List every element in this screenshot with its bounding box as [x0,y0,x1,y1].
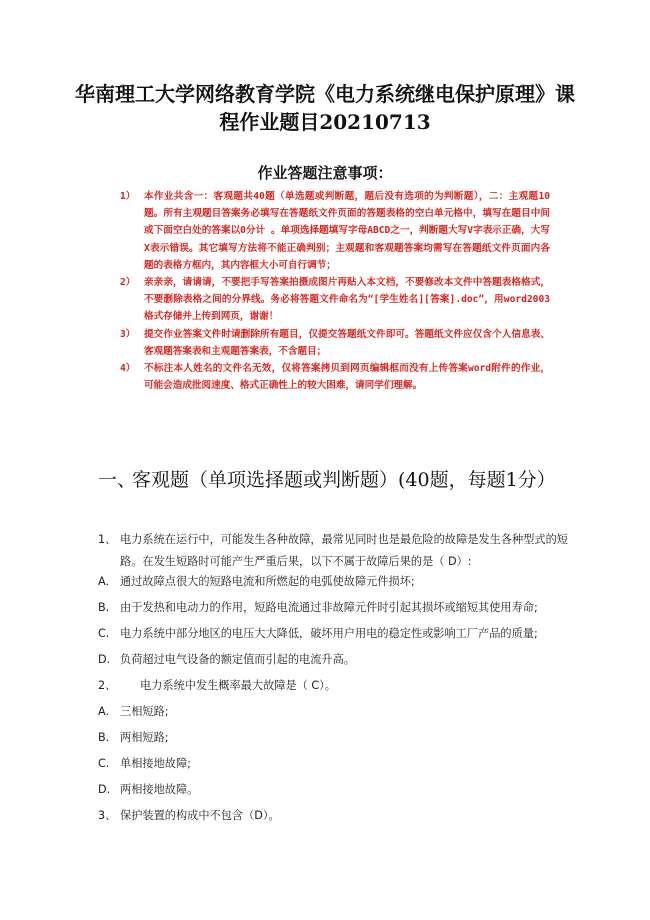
notice-item [120,274,550,326]
notice-item-text: 本作业共含一：客观题共40题（单选题或判断题，题后没有选项的为判断题），二：主观题10题。所有主观题目答案务必填写在答题纸文件页面的答题表格的空白单元格中，填写在题目中间或下面空白处的答案以0分计 。单项选择题填写字母ABCD之一，判断题大写V字表示正确，大写X表示错误。其它填写方法将不能正确判别；主观题和客观题答案均需写在答题纸文件页面内各题的表格方框内，其内容框大小可自行调节； [144,191,550,271]
notice-item [120,188,550,274]
question-number: 2、 [98,679,117,692]
notice-item-number: 1） [120,191,136,202]
option-text: 两相短路; [120,731,169,744]
question-number: 1、 [98,533,117,546]
question-text: 保护装置的构成中不包含（D）。 [120,809,280,822]
option-text: 单相接地故障; [120,757,191,770]
option-text: 负荷超过电气设备的额定值而引起的电流升高。 [120,653,355,666]
notice-item-text: 不标注本人姓名的文件名无效，仅将答案拷贝到网页编辑框而没有上传答案word附件的作业，可能会造成批阅速度、格式正确性上的较大困难，请同学们理解。 [144,363,550,392]
notice-item [120,326,550,360]
question-1 [98,529,568,575]
notice-item-number: 3） [120,328,136,340]
notice-item-text: 提交作业答案文件时请删除所有题目，仅提交答题纸文件即可。答题纸文件应仅含个人信息表、客观题答案表和主观题答案表，不含题目； [144,328,550,357]
option-label: B. [98,601,110,614]
document-title: 华南理工大学网络教育学院《电力系统继电保护原理》课程作业题目20210713 [75,82,575,134]
notice-item [120,360,550,394]
option-label: C. [98,757,110,770]
option-text: 由于发热和电动力的作用，短路电流通过非故障元件时引起其损坏或缩短其使用寿命; [120,601,538,614]
question-number: 3、 [98,809,117,822]
section-heading-objective [98,466,558,494]
option-row [98,731,568,757]
notice-item-text: 亲亲亲，请请请，不要把手写答案拍摄成图片再贴入本文档，不要修改本文件中答题表格格式，不要删除表格之间的分界线。务必将答题文件命名为“[学生姓名][答案].doc”，用word2003格式存储并上传到网页，谢谢！ [144,277,550,323]
option-row [98,783,568,809]
option-row [98,575,568,601]
option-row [98,601,568,627]
option-label: D. [98,783,111,796]
notice-item-number: 4） [120,363,136,375]
option-label: A. [98,575,110,588]
option-label: C. [98,627,110,640]
option-text: 三相短路; [120,705,169,718]
section-title: 客观题（单项选择题或判断题）(40题，每题1分） [132,469,556,491]
notice-list [120,188,550,394]
option-row [98,653,568,679]
option-label: B. [98,731,110,744]
section-number: 一、 [98,469,137,491]
option-text: 两相接地故障。 [120,783,199,796]
option-row [98,627,568,653]
question-text: 电力系统在运行中，可能发生各种故障，最常见同时也是最危险的故障是发生各种型式的短路。在发生短路时可能产生严重后果，以下不属于故障后果的是（ D）: [120,533,568,568]
option-text: 电力系统中部分地区的电压大大降低，破坏用户用电的稳定性或影响工厂产品的质量; [120,627,538,640]
question-2 [98,679,568,705]
question-3 [98,809,568,835]
option-label: D. [98,653,111,666]
notice-item-number: 2） [120,277,136,289]
notice-heading: 作业答题注意事项： [257,164,393,182]
option-row [98,705,568,731]
option-text: 通过故障点很大的短路电流和所燃起的电弧使故障元件损坏; [120,575,415,588]
option-row [98,757,568,783]
option-label: A. [98,705,110,718]
question-list [98,529,568,835]
question-text: 电力系统中发生概率最大故障是（ C）。 [140,679,336,692]
